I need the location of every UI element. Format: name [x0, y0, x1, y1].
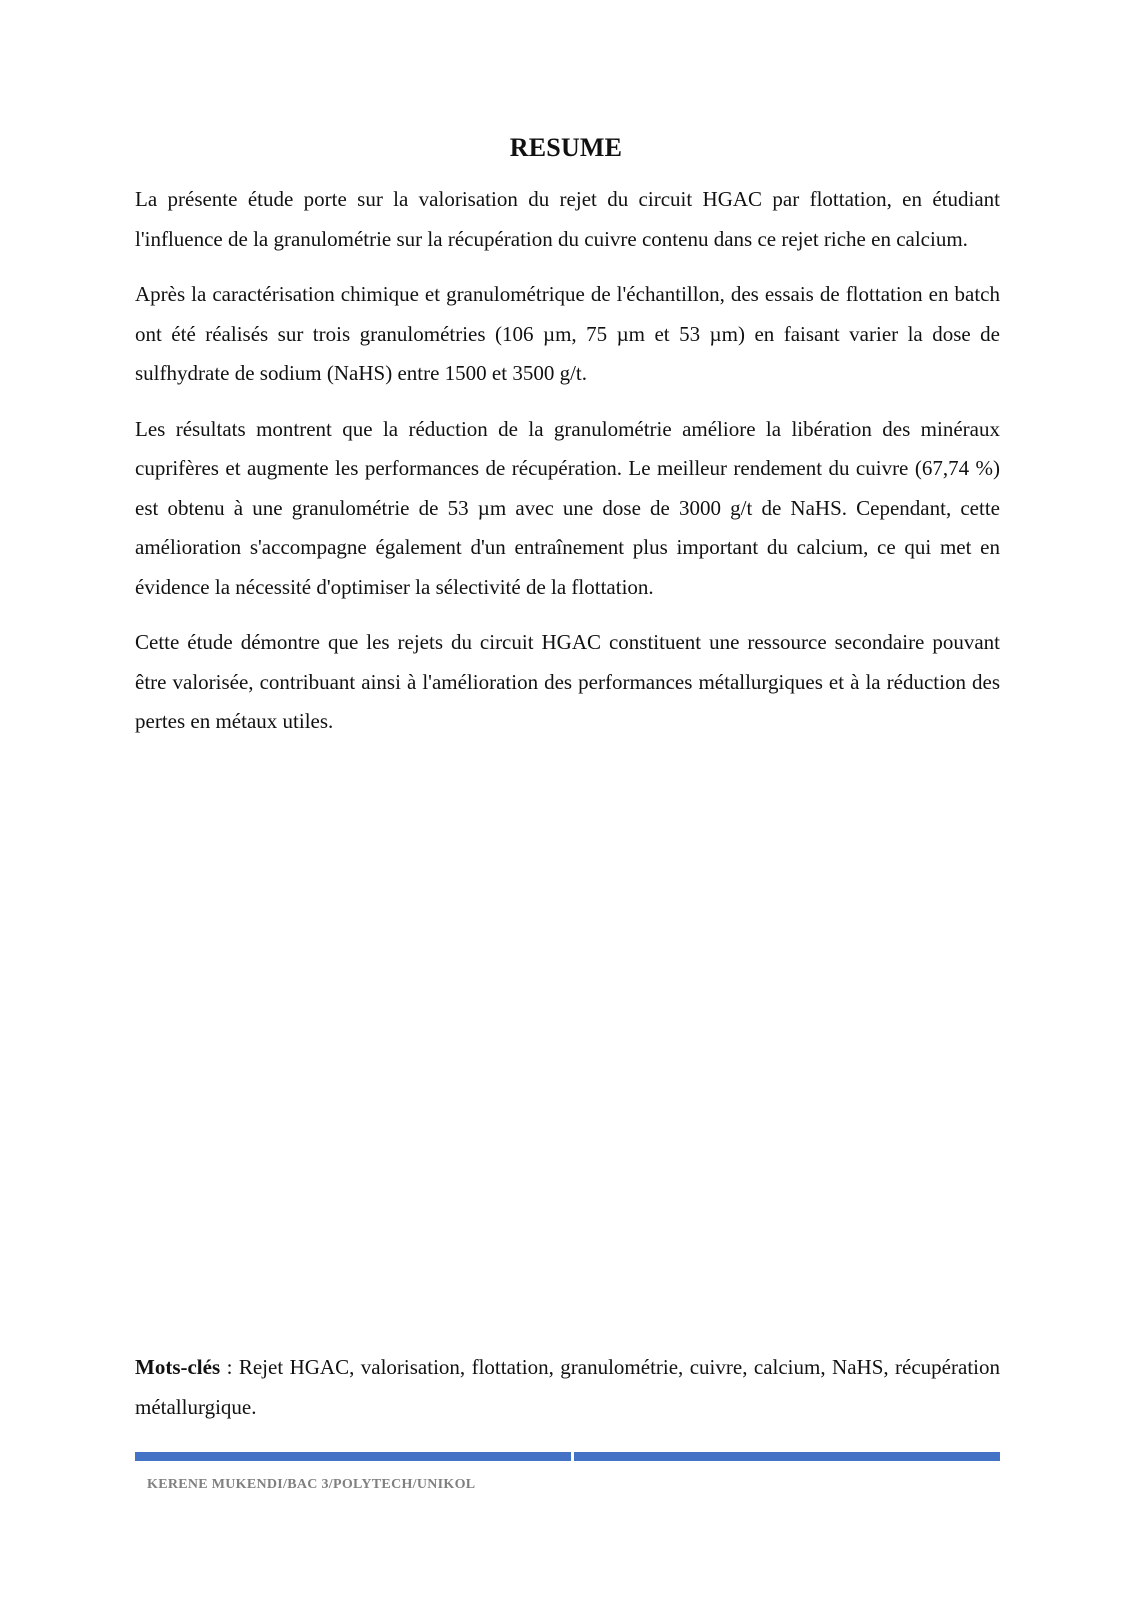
keywords-block: [135, 1348, 1000, 1427]
paragraph-2: Après la caractérisation chimique et granulométrique de l'échantillon, des essais de flottation en batch ont été réalisés sur trois granulométries (106 µm, 75 µm et 53 µm) en faisant varier la dose de sulfhydrate de sodium (NaHS) entre 1500 et 3500 g/t.: [135, 282, 1000, 385]
footer-divider-right: [574, 1452, 1000, 1461]
footer-divider-left: [135, 1452, 571, 1461]
keywords-text: Rejet HGAC, valorisation, flottation, granulométrie, cuivre, calcium, NaHS, récupération métallurgique.: [135, 1355, 1000, 1419]
paragraph-3: Les résultats montrent que la réduction de la granulométrie améliore la libération des minéraux cuprifères et augmente les performances de récupération. Le meilleur rendement du cuivre (67,74 %) est obtenu à une granulométrie de 53 µm avec une dose de 3000 g/t de NaHS. Cependant, cette amélioration s'accompagne également d'un entraînement plus important du calcium, ce qui met en évidence la nécessité d'optimiser la sélectivité de la flottation.: [135, 416, 1000, 599]
page-title: RESUME: [509, 133, 623, 162]
keywords-label: Mots-clés: [135, 1355, 221, 1379]
footer-divider: [135, 1452, 1000, 1461]
footer-author: KERENE MUKENDI/BAC 3/POLYTECH/UNIKOL: [147, 1477, 476, 1492]
abstract-body: [135, 180, 1000, 758]
paragraph-4: Cette étude démontre que les rejets du circuit HGAC constituent une ressource secondaire pouvant être valorisée, contribuant ainsi à l'amélioration des performances métallurgiques et à la réduction des pertes en métaux utiles.: [135, 630, 1000, 733]
keywords-separator: :: [220, 1355, 239, 1379]
paragraph-1: La présente étude porte sur la valorisation du rejet du circuit HGAC par flottation, en étudiant l'influence de la granulométrie sur la récupération du cuivre contenu dans ce rejet riche en calcium.: [135, 187, 1000, 251]
